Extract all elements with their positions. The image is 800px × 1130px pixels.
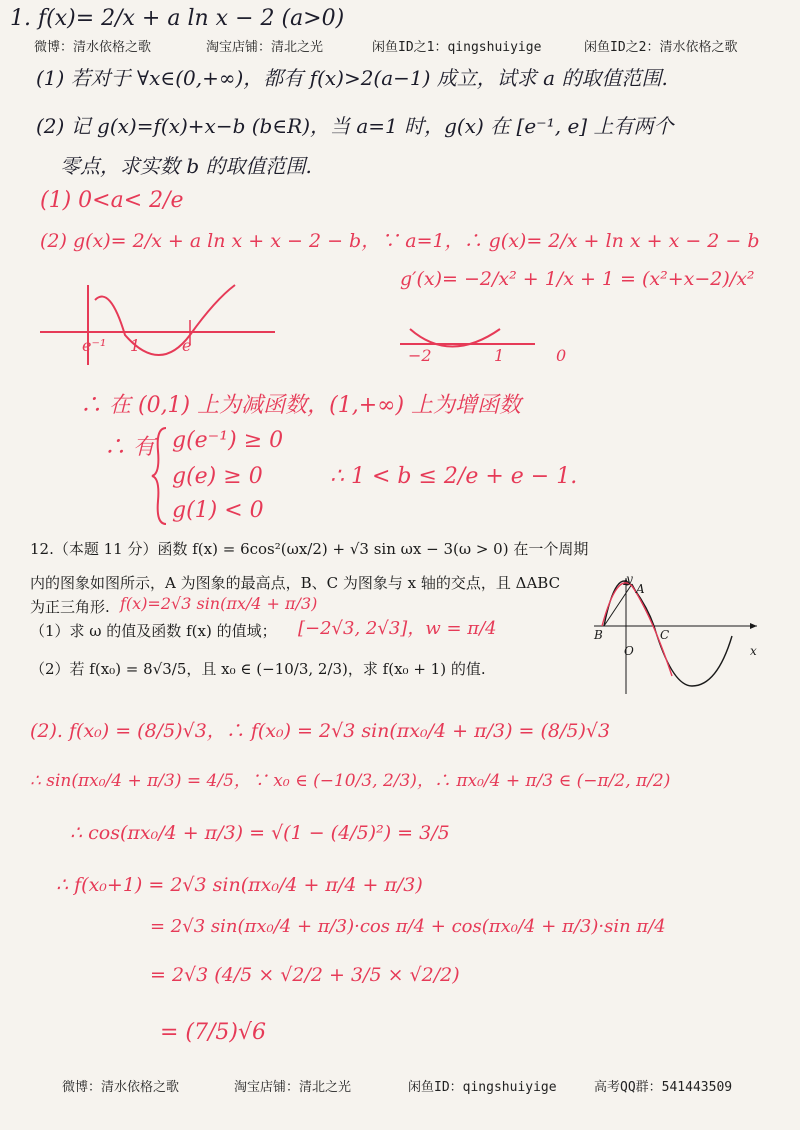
graph-label-one: 1 bbox=[130, 336, 141, 355]
fig-label-x: x bbox=[750, 644, 757, 658]
fig-label-a: A bbox=[636, 582, 645, 596]
fig-label-c: C bbox=[660, 628, 670, 642]
solution1-result: ∴ 1 < b ≤ 2/e + e − 1. bbox=[330, 464, 578, 489]
solution12-line7: = (7/5)√6 bbox=[160, 1020, 267, 1045]
problem1-part2: (2) 记 g(x)=f(x)+x−b (b∈R)，当 a=1 时，g(x) 在 [e⁻¹, e] 上有两个 bbox=[36, 114, 674, 138]
watermark-weibo-bottom: 微博：清水依格之歌 bbox=[62, 1080, 180, 1095]
problem12-line1: 12.（本题 11 分）函数 f(x) = 6cos²(ωx/2) + √3 sin ωx − 3(ω > 0) 在一个周期 bbox=[30, 540, 589, 558]
solution1-monotone: ∴ 在 (0,1) 上为减函数，(1,+∞) 上为增函数 bbox=[80, 393, 522, 418]
sign-label-neg2: −2 bbox=[408, 346, 432, 365]
sine-figure bbox=[592, 576, 762, 696]
problem12-q1: （1）求 ω 的值及函数 f(x) 的值域； bbox=[30, 622, 277, 640]
problem12-line2: 内的图象如图所示，A 为图象的最高点，B、C 为图象与 x 轴的交点，且 ΔABC bbox=[30, 574, 561, 592]
problem12-line3: 为正三角形. bbox=[30, 598, 110, 616]
problem1-part1: (1) 若对于 ∀x∈(0,+∞)，都有 f(x)>2(a−1) 成立，试求 a 的取值范围. bbox=[36, 66, 668, 90]
solution12-line1: (2). f(x₀) = (8/5)√3，∴ f(x₀) = 2√3 sin(πx₀/4 + π/3) = (8/5)√3 bbox=[30, 720, 611, 742]
solution12-line4: ∴ f(x₀+1) = 2√3 sin(πx₀/4 + π/4 + π/3) bbox=[56, 874, 423, 896]
problem12-hw-fx: f(x)=2√3 sin(πx/4 + π/3) bbox=[120, 594, 318, 613]
solution1-part2-g: (2) g(x)= 2/x + a ln x + x − 2 − b，∵ a=1，∴ g(x)= 2/x + ln x + x − 2 − b bbox=[40, 230, 760, 252]
problem1-part2-cont: 零点，求实数 b 的取值范围. bbox=[60, 154, 312, 178]
watermark-xianyu1-top: 闲鱼ID之1：qingshuiyige bbox=[372, 40, 542, 55]
solution1-derivative: g′(x)= −2/x² + 1/x + 1 = (x²+x−2)/x² bbox=[400, 268, 755, 290]
solution1-part1: (1) 0<a< 2/e bbox=[40, 188, 184, 213]
solution12-line6: = 2√3 (4/5 × √2/2 + 3/5 × √2/2) bbox=[150, 964, 460, 986]
watermark-taobao-top: 淘宝店铺：清北之光 bbox=[206, 40, 324, 55]
fig-label-o: O bbox=[624, 644, 634, 658]
watermark-weibo-top: 微博：清水依格之歌 bbox=[34, 40, 152, 55]
watermark-taobao-bottom: 淘宝店铺：清北之光 bbox=[234, 1080, 352, 1095]
solution12-line2: ∴ sin(πx₀/4 + π/3) = 4/5，∵ x₀ ∈ (−10/3, 2/3)，∴ πx₀/4 + π/3 ∈ (−π/2, π/2) bbox=[30, 771, 671, 791]
fig-label-y: y bbox=[626, 572, 633, 586]
cond-g-one: g(1) < 0 bbox=[172, 498, 264, 523]
fig-label-b: B bbox=[594, 628, 603, 642]
watermark-xianyu-bottom: 闲鱼ID：qingshuiyige bbox=[408, 1080, 557, 1095]
graph-label-e: e bbox=[182, 336, 192, 355]
cond-g-e-inv: g(e⁻¹) ≥ 0 bbox=[172, 428, 284, 453]
g-graph-sketch bbox=[40, 280, 280, 370]
cond-g-e: g(e) ≥ 0 bbox=[172, 464, 263, 489]
graph-label-e-inv: e⁻¹ bbox=[82, 336, 107, 355]
sign-label-one: 1 bbox=[494, 346, 505, 365]
problem1-function: 1. f(x)= 2/x + a ln x − 2 (a>0) bbox=[10, 6, 345, 31]
solution12-line3: ∴ cos(πx₀/4 + π/3) = √(1 − (4/5)²) = 3/5 bbox=[70, 822, 450, 844]
solution12-line5: = 2√3 sin(πx₀/4 + π/3)·cos π/4 + cos(πx₀/4 + π/3)·sin π/4 bbox=[150, 916, 666, 937]
sign-label-zero: 0 bbox=[556, 346, 567, 365]
watermark-xianyu2-top: 闲鱼ID之2：清水依格之歌 bbox=[584, 40, 738, 55]
brace-icon bbox=[150, 426, 170, 526]
watermark-qq-bottom: 高考QQ群：541443509 bbox=[594, 1080, 733, 1095]
solution1-has: ∴ 有 bbox=[104, 435, 155, 460]
problem12-hw-range: [−2√3, 2√3]，w = π/4 bbox=[298, 618, 497, 639]
problem12-q2: （2）若 f(x₀) = 8√3/5，且 x₀ ∈ (−10/3, 2/3)，求 f(x₀ + 1) 的值. bbox=[30, 660, 486, 678]
